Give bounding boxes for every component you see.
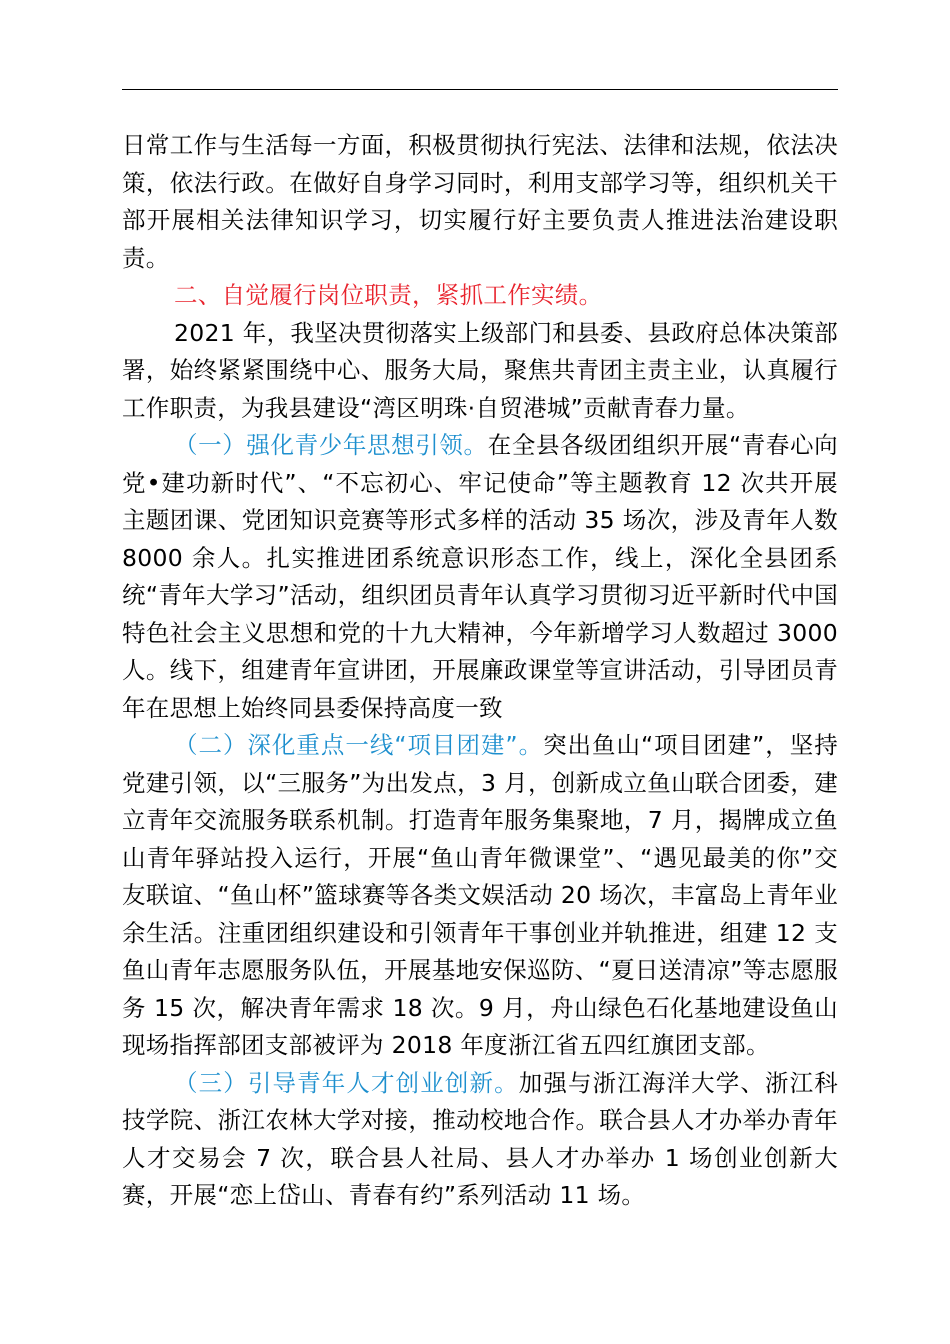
paragraph-subsection-2 (122, 727, 838, 1065)
subsection-heading: （二）深化重点一线“项目团建”。 (174, 731, 544, 759)
paragraph-continuation (122, 127, 838, 277)
paragraph-overview (122, 315, 838, 428)
header-rule (122, 89, 838, 90)
paragraph-subsection-1 (122, 427, 838, 727)
paragraph-text: 加强与浙江海洋大学、浙江科技学院、浙江农林大学对接，推动校地合作。联合县人才办举办青年人才交易会 7 次，联合县人社局、县人才办举办 1 场创业创新大赛，开展“恋上岱山、青春有约”系列活动 11 场。 (122, 1068, 838, 1209)
section-heading-2 (122, 277, 838, 315)
paragraph-text: 2021 年，我坚决贯彻落实上级部门和县委、县政府总体决策部署，始终紧紧围绕中心、服务大局，聚焦共青团主责主业，认真履行工作职责，为我县建设“湾区明珠·自贸港城”贡献青春力量。 (122, 318, 838, 422)
document-body (122, 127, 838, 1215)
paragraph-text: 日常工作与生活每一方面，积极贯彻执行宪法、法律和法规，依法决策，依法行政。在做好自身学习同时，利用支部学习等，组织机关干部开展相关法律知识学习，切实履行好主要负责人推进法治建设职责。 (122, 131, 838, 272)
paragraph-text: 在全县各级团组织开展“青春心向党•建功新时代”、“不忘初心、牢记使命”等主题教育 12 次共开展主题团课、党团知识竞赛等形式多样的活动 35 场次，涉及青年人数 8000 余人。扎实推进团系统意识形态工作，线上，深化全县团系统“青年大学习”活动，组织团员青年认真学习贯彻习近平新时代中国特色社会主义思想和党的十九大精神，今年新增学习人数超过 3000 人。线下，组建青年宣讲团，开展廉政课堂等宣讲活动，引导团员青年在思想上始终同县委保持高度一致 (122, 431, 838, 722)
subsection-heading: （三）引导青年人才创业创新。 (174, 1068, 519, 1097)
section-heading-text: 二、自觉履行岗位职责，紧抓工作实绩。 (174, 281, 603, 309)
subsection-heading: （一）强化青少年思想引领。 (174, 431, 488, 459)
paragraph-subsection-3 (122, 1065, 838, 1215)
paragraph-text: 突出鱼山“项目团建”，坚持党建引领，以“三服务”为出发点，3 月，创新成立鱼山联合团委，建立青年交流服务联系机制。打造青年服务集聚地，7 月，揭牌成立鱼山青年驿站投入运行，开展“鱼山青年微课堂”、“遇见最美的你”交友联谊、“鱼山杯”篮球赛等各类文娱活动 20 场次，丰富岛上青年业余生活。注重团组织建设和引领青年干事创业并轨推进，组建 12 支鱼山青年志愿服务队伍，开展基地安保巡防、“夏日送清凉”等志愿服务 15 次，解决青年需求 18 次。9 月，舟山绿色石化基地建设鱼山现场指挥部团支部被评为 2018 年度浙江省五四红旗团支部。 (122, 731, 838, 1059)
